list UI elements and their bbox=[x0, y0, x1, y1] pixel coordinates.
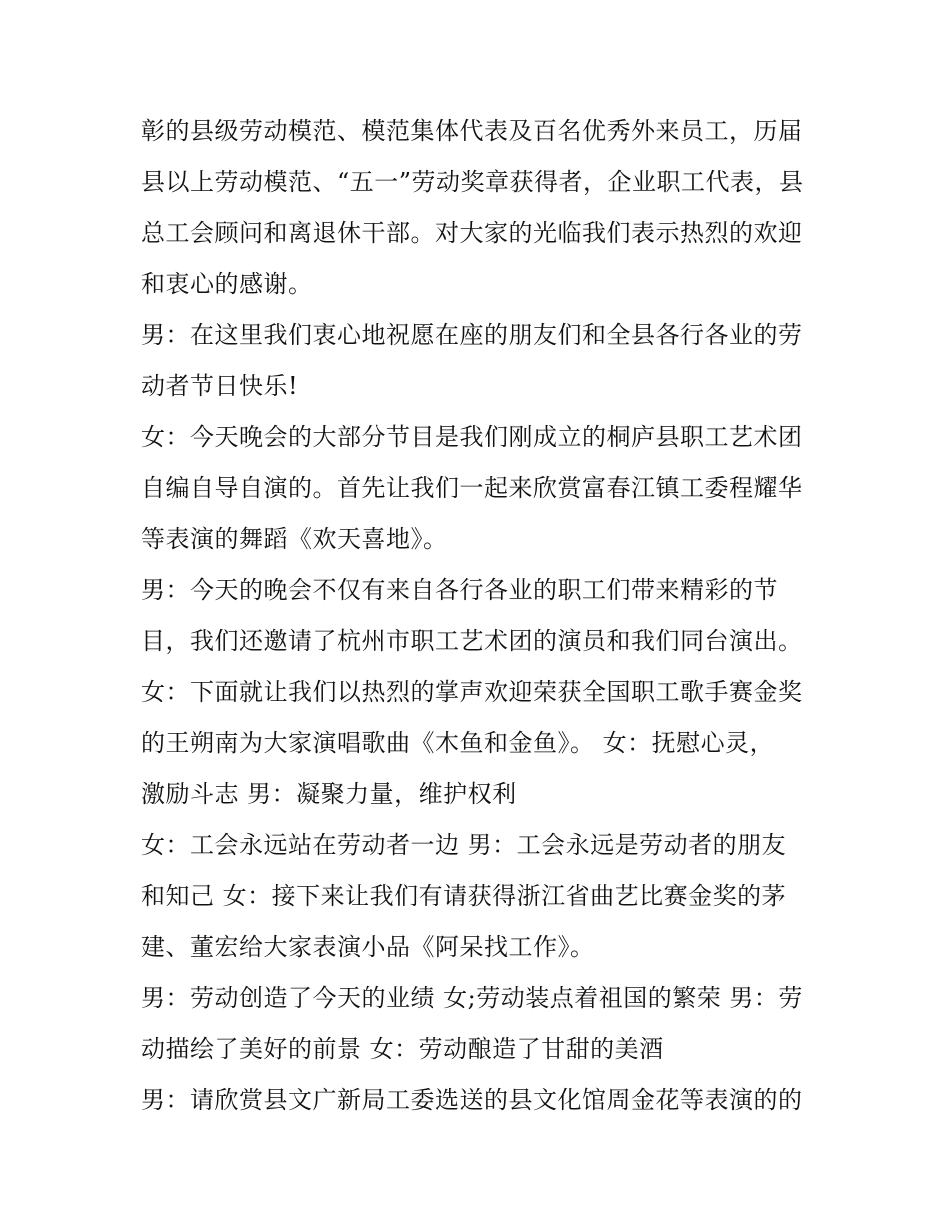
text-line: 自编自导自演的。首先让我们一起来欣赏富春江镇工委程耀华 bbox=[141, 474, 803, 502]
text-line: 男：今天的晚会不仅有来自各行各业的职工们带来精彩的节 bbox=[141, 576, 778, 604]
text-line: 男：在这里我们衷心地祝愿在座的朋友们和全县各行各业的劳 bbox=[141, 321, 803, 349]
text-line: 县以上劳动模范、“五一”劳动奖章获得者，企业职工代表，县 bbox=[141, 168, 804, 196]
text-line: 男：请欣赏县文广新局工委选送的县文化馆周金花等表演的的 bbox=[141, 1086, 803, 1114]
text-line: 女：下面就让我们以热烈的掌声欢迎荣获全国职工歌手赛金奖 bbox=[141, 678, 803, 706]
text-line: 激励斗志 男：凝聚力量，维护权利 bbox=[141, 780, 517, 808]
text-line: 和知己 女：接下来让我们有请获得浙江省曲艺比赛金奖的茅 bbox=[141, 882, 787, 910]
document-body bbox=[141, 106, 821, 1126]
text-line: 总工会顾问和离退休干部。对大家的光临我们表示热烈的欢迎 bbox=[141, 219, 803, 247]
text-line: 建、董宏给大家表演小品《阿呆找工作》。 bbox=[141, 933, 595, 961]
text-line: 的王朔南为大家演唱歌曲《木鱼和金鱼》。 女：抚慰心灵， bbox=[141, 729, 775, 757]
text-line: 女：工会永远站在劳动者一边 男：工会永远是劳动者的朋友 bbox=[141, 831, 787, 859]
text-line: 等表演的舞蹈《欢天喜地》。 bbox=[141, 525, 448, 553]
text-line: 女：今天晚会的大部分节目是我们刚成立的桐庐县职工艺术团 bbox=[141, 423, 803, 451]
text-line: 动者节日快乐! bbox=[141, 372, 299, 400]
text-line: 彰的县级劳动模范、模范集体代表及百名优秀外来员工，历届 bbox=[141, 117, 803, 145]
text-line: 男：劳动创造了今天的业绩 女;劳动装点着祖国的繁荣 男：劳 bbox=[141, 984, 803, 1012]
text-line: 目，我们还邀请了杭州市职工艺术团的演员和我们同台演出。 bbox=[141, 627, 803, 655]
text-line: 和衷心的感谢。 bbox=[141, 270, 313, 298]
text-line: 动描绘了美好的前景 女：劳动酿造了甘甜的美酒 bbox=[141, 1035, 664, 1063]
